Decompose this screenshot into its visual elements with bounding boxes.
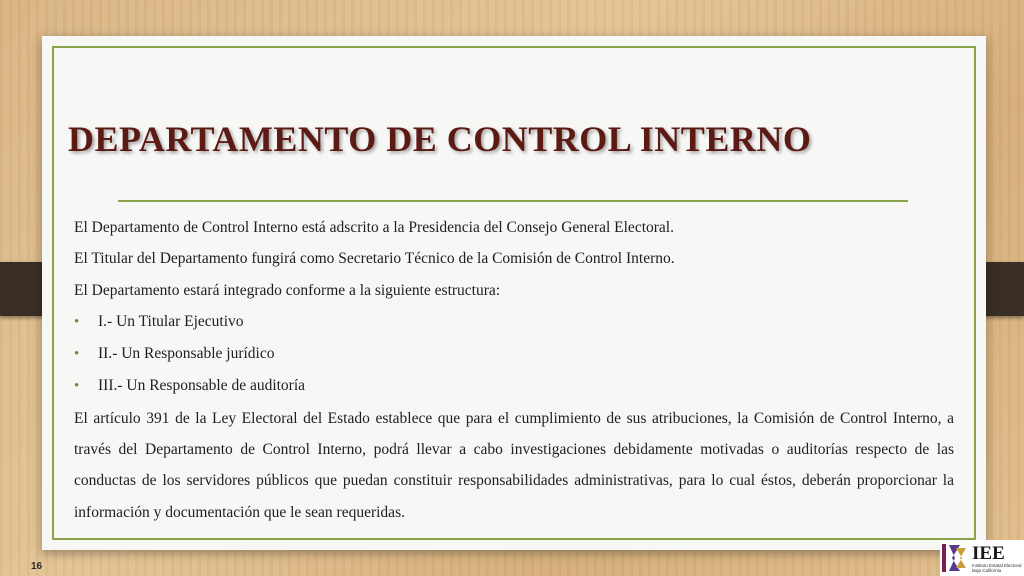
bullet-dot-icon: • bbox=[74, 346, 80, 363]
bullet-item bbox=[74, 338, 954, 370]
bullet-item bbox=[74, 370, 954, 402]
bullet-item bbox=[74, 306, 954, 338]
slide-card bbox=[42, 36, 986, 550]
bullet-dot-icon: • bbox=[74, 313, 80, 330]
bullet-dot-icon: • bbox=[74, 378, 80, 395]
bullet-text: II.- Un Responsable jurídico bbox=[98, 345, 275, 363]
logo-text-block bbox=[972, 544, 1022, 573]
logo-subtitle-1: Instituto Estatal Electoral bbox=[972, 562, 1022, 568]
logo-abbr: IEE bbox=[972, 542, 1005, 564]
paragraph-1: El Departamento de Control Interno está adscrito a la Presidencia del Consejo General Electoral. bbox=[74, 219, 674, 236]
bullet-text: I.- Un Titular Ejecutivo bbox=[98, 312, 244, 330]
closing-paragraph: El artículo 391 de la Ley Electoral del Estado establece que para el cumplimiento de sus atribuciones, la Comisión de Control Interno, a través del Departamento de Control Interno, podrá llevar a cabo investigaciones debidamente motivadas o auditorías respecto de las conductas de los servidores públicos que puedan constituir responsabilidades administrativas, para lo cual éstos, deberán proporcionar la información y documentación que le sean requeridas. bbox=[74, 409, 954, 521]
iee-emblem-icon bbox=[940, 540, 970, 576]
paragraph-3: El Departamento estará integrado conforme a la siguiente estructura: bbox=[74, 281, 501, 299]
slide-body bbox=[74, 212, 954, 528]
paragraph-2: El Titular del Departamento fungirá como Secretario Técnico de la Comisión de Control Interno. bbox=[74, 250, 675, 268]
title-divider bbox=[118, 200, 908, 202]
slide-title: DEPARTAMENTO DE CONTROL INTERNO bbox=[68, 119, 812, 159]
bullet-text: III.- Un Responsable de auditoría bbox=[98, 377, 306, 395]
iee-logo bbox=[940, 540, 1024, 576]
page-number: 16 bbox=[31, 561, 43, 572]
logo-subtitle-2: Baja California bbox=[972, 567, 1002, 573]
